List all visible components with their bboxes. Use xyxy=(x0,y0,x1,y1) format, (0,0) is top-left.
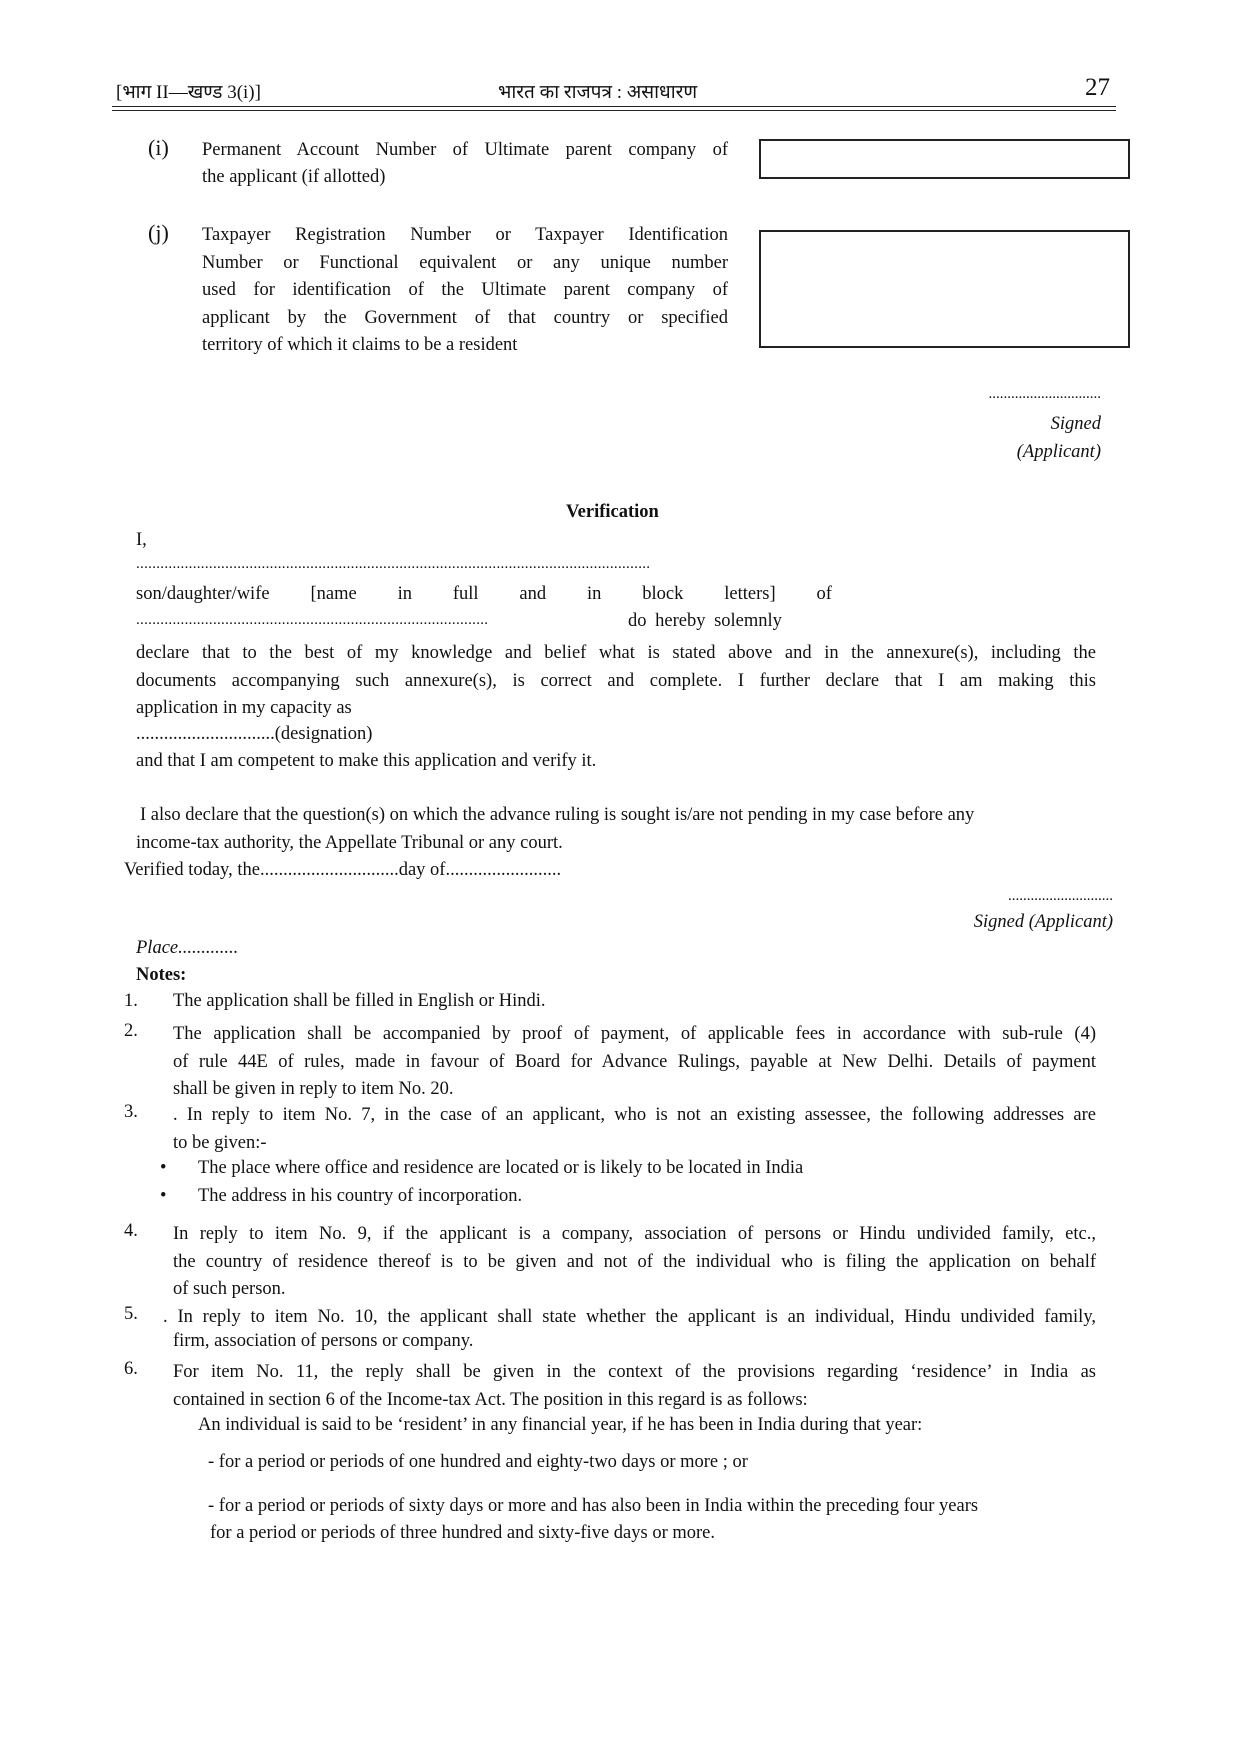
note-number: 5. xyxy=(124,1304,138,1324)
note-line: In reply to item No. 9, if the applicant is a company, association of persons or Hindu undivided family, etc., xyxy=(173,1224,1096,1244)
item-j-label: (j) xyxy=(148,220,169,245)
item-j-line: Number or Functional equivalent or any unique number xyxy=(202,252,728,273)
son-line-word: and xyxy=(519,584,547,604)
header-section-label: [भाग II—खण्ड 3(i)] xyxy=(116,82,261,103)
note-number: 2. xyxy=(124,1021,138,1041)
place-field: Place............. xyxy=(136,938,239,958)
note-line: The application shall be accompanied by proof of payment, of applicable fees in accordance with sub-rule (4) xyxy=(173,1024,1096,1044)
do-hereby-solemnly: do hereby solemnly xyxy=(628,611,782,631)
note-line: the country of residence thereof is to be given and not of the individual who is filing the application on behalf xyxy=(173,1251,1096,1272)
note-line: . In reply to item No. 7, in the case of an applicant, who is not an existing assessee, the following addresses are xyxy=(173,1105,1096,1125)
item-j-line: used for identification of the Ultimate parent company of xyxy=(202,280,728,300)
also-declare-line-2: income-tax authority, the Appellate Tribunal or any court. xyxy=(136,833,563,853)
note-number: 1. xyxy=(124,991,138,1011)
competent-line: and that I am competent to make this application and verify it. xyxy=(136,751,597,771)
resident-condition-1: - for a period or periods of one hundred and eighty-two days or more ; or xyxy=(208,1452,748,1472)
signature-dots: .............................. xyxy=(988,386,1101,402)
item-j-text xyxy=(202,222,728,360)
son-line-word: full xyxy=(452,584,479,604)
declare-line: documents accompanying such annexure(s), is correct and complete. I further declare that I am making this xyxy=(136,670,1096,691)
note-2-text xyxy=(173,1021,1096,1104)
page-number: 27 xyxy=(1085,74,1110,101)
note-line: For item No. 11, the reply shall be given in the context of the provisions regarding ‘residence’ in India as xyxy=(173,1362,1096,1382)
note-6-text xyxy=(173,1359,1096,1414)
declare-paragraph xyxy=(136,640,1096,723)
header-rule-bottom xyxy=(112,110,1116,111)
item-i-label: (i) xyxy=(148,135,169,160)
notes-title: Notes: xyxy=(136,965,187,985)
header-gazette-title: भारत का राजपत्र : असाधारण xyxy=(498,82,698,103)
verification-i: I, xyxy=(136,530,147,550)
resident-condition-2-line-1: - for a period or periods of sixty days or more and has also been in India within the preceding four years xyxy=(208,1496,979,1516)
note-line: . In reply to item No. 10, the applicant shall state whether the applicant is an individual, Hindu undivided family, xyxy=(163,1307,1096,1327)
note-1-text: The application shall be filled in English or Hindi. xyxy=(173,991,546,1011)
note-number: 3. xyxy=(124,1102,138,1122)
son-line-word: [name xyxy=(310,584,357,604)
note-line: contained in section 6 of the Income-tax Act. The position in this regard is as follows: xyxy=(173,1389,808,1410)
pan-input-box[interactable] xyxy=(759,139,1130,179)
item-i-line: Permanent Account Number of Ultimate parent company of xyxy=(202,140,728,160)
note-5-text xyxy=(163,1304,1096,1332)
verification-title: Verification xyxy=(566,502,659,522)
item-j-line: applicant by the Government of that country or specified xyxy=(202,307,728,328)
note-line: of rule 44E of rules, made in favour of Board for Advance Rulings, payable at New Delhi. Details of payment xyxy=(173,1051,1096,1072)
tin-input-box[interactable] xyxy=(759,230,1130,348)
declare-line: application in my capacity as xyxy=(136,698,352,718)
designation-field: ..............................(designation) xyxy=(136,724,373,744)
note-number: 6. xyxy=(124,1359,138,1379)
item-j-line: Taxpayer Registration Number or Taxpayer Identification xyxy=(202,225,728,245)
signature-dots-2: ............................ xyxy=(1008,888,1113,904)
note-line: shall be given in reply to item No. 20. xyxy=(173,1079,454,1099)
item-j-line: territory of which it claims to be a resident xyxy=(202,335,518,355)
son-line-word: in xyxy=(397,584,412,604)
verified-today-line: Verified today, the..............................day of......................... xyxy=(124,860,562,880)
name-dots-field: ............................................................................................................................... xyxy=(136,556,651,572)
applicant-label: (Applicant) xyxy=(1016,442,1101,462)
note-5-line-2: firm, association of persons or company. xyxy=(173,1331,474,1351)
item-i-text xyxy=(202,137,728,191)
item-i-line: the applicant (if allotted) xyxy=(202,167,386,187)
father-name-dots-field: ....................................................................................... xyxy=(136,612,489,628)
declare-line: declare that to the best of my knowledge and belief what is stated above and in the annexure(s), including the xyxy=(136,643,1096,663)
note-3-bullet: The address in his country of incorporation. xyxy=(198,1186,523,1206)
note-line: to be given:- xyxy=(173,1132,267,1153)
signed-applicant-label: Signed (Applicant) xyxy=(973,912,1113,932)
signed-label: Signed xyxy=(1050,414,1101,434)
header-rule-top xyxy=(112,106,1116,107)
note-4-text xyxy=(173,1221,1096,1304)
son-line-word: in xyxy=(587,584,602,604)
son-line-word: son/daughter/wife xyxy=(136,584,270,604)
note-number: 4. xyxy=(124,1221,138,1241)
bullet-icon: • xyxy=(160,1158,167,1178)
son-daughter-line xyxy=(136,584,832,605)
son-line-word: block xyxy=(642,584,684,604)
son-line-word: letters] xyxy=(724,584,776,604)
note-line: of such person. xyxy=(173,1279,286,1299)
bullet-icon: • xyxy=(160,1186,167,1206)
resident-condition-2-line-2: for a period or periods of three hundred and sixty-five days or more. xyxy=(210,1523,715,1543)
note-3-text xyxy=(173,1102,1096,1157)
resident-intro: An individual is said to be ‘resident’ in any financial year, if he has been in India during that year: xyxy=(198,1415,923,1435)
also-declare-line-1: I also declare that the question(s) on which the advance ruling is sought is/are not pending in my case before any xyxy=(140,805,975,825)
son-line-word: of xyxy=(816,584,832,604)
note-3-bullet: The place where office and residence are located or is likely to be located in India xyxy=(198,1158,804,1178)
